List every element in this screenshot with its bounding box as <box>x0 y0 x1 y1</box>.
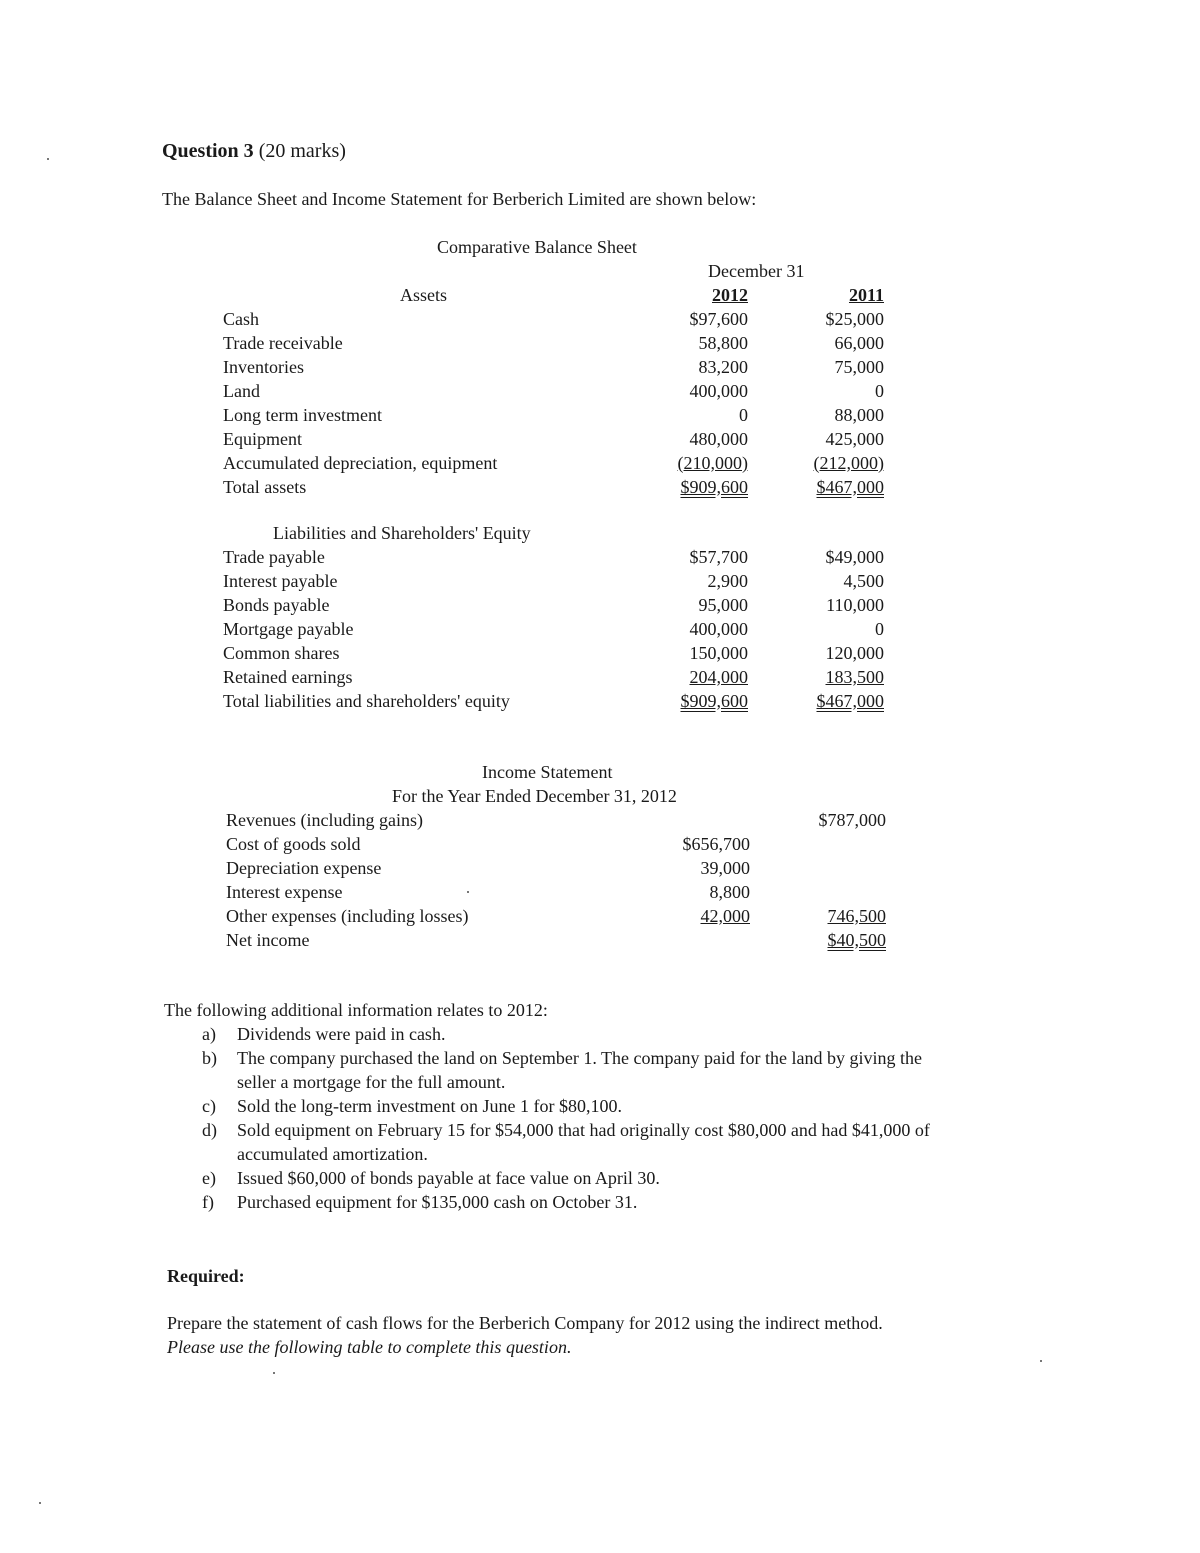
liability-value-2011: 110,000 <box>826 595 884 615</box>
liability-label: Total liabilities and shareholders' equity <box>223 691 510 711</box>
intro-text: The Balance Sheet and Income Statement for Berberich Limited are shown below: <box>162 189 757 209</box>
list-item: Issued $60,000 of bonds payable at face value on April 30. <box>237 1168 660 1188</box>
list-marker: d) <box>202 1120 217 1140</box>
list-item-continuation: accumulated amortization. <box>237 1144 428 1164</box>
asset-label: Inventories <box>223 357 304 377</box>
additional-info-intro: The following additional information relates to 2012: <box>164 1000 548 1020</box>
asset-label: Total assets <box>223 477 307 497</box>
list-marker: e) <box>202 1168 216 1188</box>
list-item-continuation: seller a mortgage for the full amount. <box>237 1072 506 1092</box>
scan-speck <box>39 1502 41 1504</box>
question-title <box>162 140 346 163</box>
liability-value-2011: 183,500 <box>825 667 884 687</box>
income-label: Other expenses (including losses) <box>226 906 469 926</box>
scan-speck <box>47 158 49 160</box>
required-note: Please use the following table to complete this question. <box>167 1337 572 1357</box>
liability-label: Bonds payable <box>223 595 330 615</box>
balance-sheet-title: Comparative Balance Sheet <box>437 237 637 257</box>
required-heading: Required: <box>167 1266 245 1286</box>
income-inner-value: 39,000 <box>700 858 750 878</box>
scan-speck <box>273 1372 275 1374</box>
asset-value-2012: 480,000 <box>689 429 748 449</box>
list-item: Purchased equipment for $135,000 cash on October 31. <box>237 1192 638 1212</box>
list-marker: a) <box>202 1024 216 1044</box>
list-marker: f) <box>202 1192 214 1212</box>
income-outer-value: $787,000 <box>818 810 886 830</box>
liability-value-2012: $57,700 <box>689 547 748 567</box>
list-marker: c) <box>202 1096 216 1116</box>
list-marker: b) <box>202 1048 217 1068</box>
required-instruction: Prepare the statement of cash flows for the Berberich Company for 2012 using the indirect method. <box>167 1313 883 1333</box>
date-header: December 31 <box>708 261 805 281</box>
scan-speck <box>1040 1360 1042 1362</box>
col-2012-header: 2012 <box>712 285 748 305</box>
assets-header: Assets <box>400 285 448 305</box>
asset-value-2012: 58,800 <box>698 333 748 353</box>
liability-value-2011: $467,000 <box>816 691 884 711</box>
liabilities-header: Liabilities and Shareholders' Equity <box>273 523 531 543</box>
income-label: Net income <box>226 930 310 950</box>
liability-label: Trade payable <box>223 547 325 567</box>
liability-label: Mortgage payable <box>223 619 354 639</box>
asset-label: Accumulated depreciation, equipment <box>223 453 498 473</box>
asset-value-2012: (210,000) <box>677 453 748 473</box>
liability-value-2012: 95,000 <box>698 595 748 615</box>
income-inner-value: 8,800 <box>709 882 750 902</box>
income-label: Depreciation expense <box>226 858 382 878</box>
liability-value-2011: 120,000 <box>825 643 884 663</box>
asset-label: Cash <box>223 309 259 329</box>
asset-value-2011: 75,000 <box>834 357 884 377</box>
income-outer-value: 746,500 <box>827 906 886 926</box>
liability-value-2011: $49,000 <box>825 547 884 567</box>
liability-value-2012: $909,600 <box>680 691 748 711</box>
asset-label: Trade receivable <box>223 333 343 353</box>
income-inner-value: $656,700 <box>682 834 750 854</box>
income-label: Interest expense <box>226 882 343 902</box>
asset-value-2011: 0 <box>875 381 884 401</box>
income-inner-value: 42,000 <box>700 906 750 926</box>
income-statement-title: Income Statement <box>482 762 613 782</box>
list-item: Dividends were paid in cash. <box>237 1024 446 1044</box>
asset-value-2011: 88,000 <box>834 405 884 425</box>
asset-value-2012: $97,600 <box>689 309 748 329</box>
liability-value-2012: 150,000 <box>689 643 748 663</box>
asset-value-2012: 83,200 <box>698 357 748 377</box>
income-label: Revenues (including gains) <box>226 810 423 830</box>
liability-value-2011: 0 <box>875 619 884 639</box>
liability-value-2012: 2,900 <box>707 571 748 591</box>
liability-label: Common shares <box>223 643 340 663</box>
question-number: Question 3 <box>162 140 254 162</box>
scan-speck <box>467 891 469 893</box>
list-item: Sold equipment on February 15 for $54,000 that had originally cost $80,000 and had $41,000 of <box>237 1120 930 1140</box>
asset-value-2012: $909,600 <box>680 477 748 497</box>
income-outer-value: $40,500 <box>827 930 886 950</box>
asset-label: Land <box>223 381 260 401</box>
asset-value-2011: 425,000 <box>825 429 884 449</box>
asset-value-2011: 66,000 <box>834 333 884 353</box>
asset-value-2012: 0 <box>739 405 748 425</box>
question-marks: (20 marks) <box>258 140 346 162</box>
liability-label: Interest payable <box>223 571 338 591</box>
asset-value-2011: (212,000) <box>813 453 884 473</box>
liability-value-2011: 4,500 <box>843 571 884 591</box>
asset-value-2011: $467,000 <box>816 477 884 497</box>
liability-value-2012: 204,000 <box>689 667 748 687</box>
income-statement-subtitle: For the Year Ended December 31, 2012 <box>392 786 677 806</box>
liability-value-2012: 400,000 <box>689 619 748 639</box>
list-item: Sold the long-term investment on June 1 for $80,100. <box>237 1096 622 1116</box>
col-2011-header: 2011 <box>848 285 884 305</box>
asset-value-2012: 400,000 <box>689 381 748 401</box>
asset-label: Long term investment <box>223 405 382 425</box>
liability-label: Retained earnings <box>223 667 353 687</box>
asset-value-2011: $25,000 <box>825 309 884 329</box>
list-item: The company purchased the land on September 1. The company paid for the land by giving the <box>237 1048 922 1068</box>
income-label: Cost of goods sold <box>226 834 361 854</box>
asset-label: Equipment <box>223 429 302 449</box>
